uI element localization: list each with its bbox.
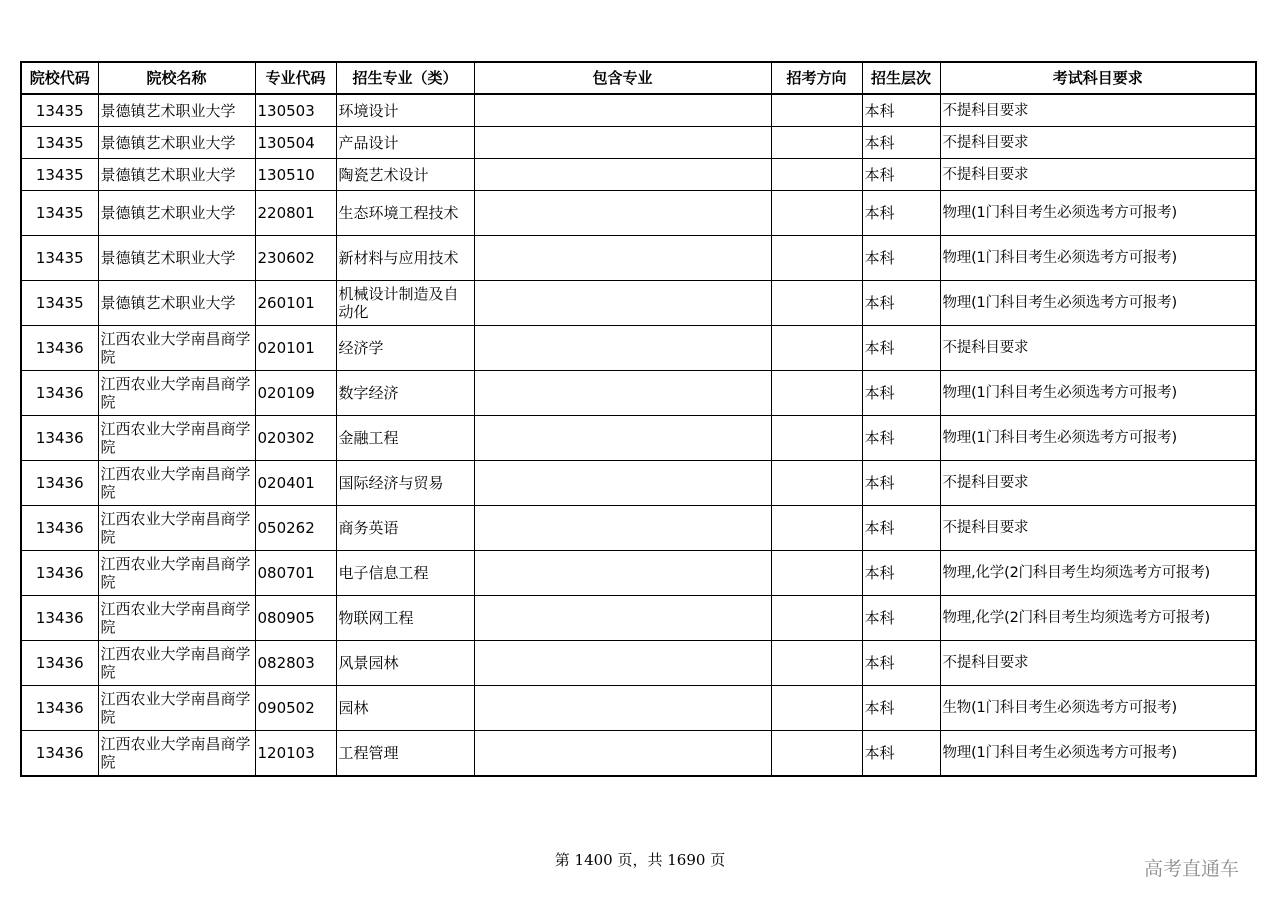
cell-level: 本科: [862, 596, 940, 641]
cell-direction: [771, 641, 862, 686]
table-row: [21, 416, 1256, 461]
header-school-code: 院校代码: [21, 62, 98, 94]
cell-major: 电子信息工程: [336, 551, 474, 596]
cell-included-majors: [474, 326, 771, 371]
cell-school-code: 13435: [21, 281, 98, 326]
cell-school-name: 江西农业大学南昌商学院: [98, 686, 255, 731]
cell-major-code: 090502: [255, 686, 336, 731]
cell-included-majors: [474, 191, 771, 236]
table-row: [21, 236, 1256, 281]
cell-major-code: 080701: [255, 551, 336, 596]
table-row: [21, 596, 1256, 641]
cell-level: 本科: [862, 326, 940, 371]
cell-major: 陶瓷艺术设计: [336, 159, 474, 191]
cell-school-name: 江西农业大学南昌商学院: [98, 326, 255, 371]
header-requirement: 考试科目要求: [940, 62, 1256, 94]
cell-school-name: 江西农业大学南昌商学院: [98, 416, 255, 461]
cell-school-code: 13435: [21, 191, 98, 236]
cell-school-code: 13436: [21, 731, 98, 777]
table-header: [21, 62, 1256, 94]
cell-major: 机械设计制造及自动化: [336, 281, 474, 326]
cell-level: 本科: [862, 191, 940, 236]
cell-major: 数字经济: [336, 371, 474, 416]
cell-direction: [771, 94, 862, 127]
cell-school-code: 13436: [21, 461, 98, 506]
cell-major-code: 130510: [255, 159, 336, 191]
cell-requirement: 生物(1门科目考生必须选考方可报考): [940, 686, 1256, 731]
header-major: 招生专业（类）: [336, 62, 474, 94]
cell-direction: [771, 127, 862, 159]
table-row: [21, 94, 1256, 127]
cell-school-name: 江西农业大学南昌商学院: [98, 551, 255, 596]
cell-requirement: 不提科目要求: [940, 461, 1256, 506]
cell-major-code: 120103: [255, 731, 336, 777]
cell-level: 本科: [862, 416, 940, 461]
cell-requirement: 不提科目要求: [940, 127, 1256, 159]
cell-included-majors: [474, 416, 771, 461]
cell-school-name: 景德镇艺术职业大学: [98, 159, 255, 191]
cell-school-name: 江西农业大学南昌商学院: [98, 731, 255, 777]
cell-school-code: 13436: [21, 686, 98, 731]
cell-requirement: 不提科目要求: [940, 94, 1256, 127]
watermark: 高考直通车: [1144, 858, 1240, 880]
cell-major-code: 130504: [255, 127, 336, 159]
cell-major: 商务英语: [336, 506, 474, 551]
cell-school-name: 景德镇艺术职业大学: [98, 191, 255, 236]
cell-requirement: 不提科目要求: [940, 641, 1256, 686]
cell-level: 本科: [862, 731, 940, 777]
cell-included-majors: [474, 127, 771, 159]
cell-major: 园林: [336, 686, 474, 731]
table-row: [21, 127, 1256, 159]
cell-major: 国际经济与贸易: [336, 461, 474, 506]
header-school-name: 院校名称: [98, 62, 255, 94]
cell-requirement: 不提科目要求: [940, 159, 1256, 191]
cell-major-code: 082803: [255, 641, 336, 686]
cell-included-majors: [474, 596, 771, 641]
cell-direction: [771, 191, 862, 236]
cell-requirement: 物理(1门科目考生必须选考方可报考): [940, 416, 1256, 461]
header-included-majors: 包含专业: [474, 62, 771, 94]
cell-included-majors: [474, 371, 771, 416]
cell-included-majors: [474, 461, 771, 506]
cell-included-majors: [474, 281, 771, 326]
cell-school-name: 江西农业大学南昌商学院: [98, 371, 255, 416]
cell-school-code: 13436: [21, 371, 98, 416]
table-body: [21, 94, 1256, 776]
cell-major-code: 230602: [255, 236, 336, 281]
header-level: 招生层次: [862, 62, 940, 94]
cell-level: 本科: [862, 94, 940, 127]
cell-requirement: 物理,化学(2门科目考生均须选考方可报考): [940, 596, 1256, 641]
cell-major: 环境设计: [336, 94, 474, 127]
table-row: [21, 506, 1256, 551]
cell-requirement: 物理(1门科目考生必须选考方可报考): [940, 236, 1256, 281]
cell-level: 本科: [862, 506, 940, 551]
cell-requirement: 不提科目要求: [940, 506, 1256, 551]
cell-major: 生态环境工程技术: [336, 191, 474, 236]
cell-school-code: 13436: [21, 641, 98, 686]
header-row: [21, 62, 1256, 94]
cell-school-code: 13435: [21, 127, 98, 159]
cell-school-code: 13435: [21, 94, 98, 127]
cell-major-code: 020101: [255, 326, 336, 371]
cell-major: 风景园林: [336, 641, 474, 686]
cell-major: 产品设计: [336, 127, 474, 159]
cell-school-name: 江西农业大学南昌商学院: [98, 461, 255, 506]
cell-level: 本科: [862, 686, 940, 731]
table-row: [21, 371, 1256, 416]
cell-school-name: 景德镇艺术职业大学: [98, 281, 255, 326]
header-direction: 招考方向: [771, 62, 862, 94]
cell-requirement: 物理(1门科目考生必须选考方可报考): [940, 731, 1256, 777]
cell-major: 金融工程: [336, 416, 474, 461]
table-row: [21, 731, 1256, 777]
header-major-code: 专业代码: [255, 62, 336, 94]
cell-school-name: 景德镇艺术职业大学: [98, 127, 255, 159]
admissions-table: [20, 61, 1257, 777]
cell-requirement: 物理(1门科目考生必须选考方可报考): [940, 371, 1256, 416]
cell-major-code: 020109: [255, 371, 336, 416]
cell-school-name: 江西农业大学南昌商学院: [98, 596, 255, 641]
cell-level: 本科: [862, 461, 940, 506]
cell-major-code: 020302: [255, 416, 336, 461]
table-row: [21, 641, 1256, 686]
cell-direction: [771, 416, 862, 461]
cell-major-code: 130503: [255, 94, 336, 127]
cell-included-majors: [474, 551, 771, 596]
table-row: [21, 191, 1256, 236]
cell-school-code: 13436: [21, 596, 98, 641]
cell-school-code: 13435: [21, 159, 98, 191]
cell-level: 本科: [862, 371, 940, 416]
cell-direction: [771, 506, 862, 551]
cell-requirement: 物理(1门科目考生必须选考方可报考): [940, 281, 1256, 326]
cell-direction: [771, 371, 862, 416]
cell-level: 本科: [862, 281, 940, 326]
cell-direction: [771, 159, 862, 191]
cell-major-code: 260101: [255, 281, 336, 326]
cell-level: 本科: [862, 159, 940, 191]
table-row: [21, 159, 1256, 191]
cell-school-name: 江西农业大学南昌商学院: [98, 641, 255, 686]
table-row: [21, 551, 1256, 596]
cell-direction: [771, 551, 862, 596]
table-row: [21, 686, 1256, 731]
cell-level: 本科: [862, 641, 940, 686]
cell-included-majors: [474, 236, 771, 281]
cell-requirement: 物理(1门科目考生必须选考方可报考): [940, 191, 1256, 236]
cell-school-name: 景德镇艺术职业大学: [98, 236, 255, 281]
cell-school-code: 13435: [21, 236, 98, 281]
cell-direction: [771, 596, 862, 641]
cell-level: 本科: [862, 127, 940, 159]
cell-included-majors: [474, 94, 771, 127]
cell-major: 工程管理: [336, 731, 474, 777]
cell-included-majors: [474, 159, 771, 191]
cell-major: 经济学: [336, 326, 474, 371]
table-row: [21, 461, 1256, 506]
cell-requirement: 物理,化学(2门科目考生均须选考方可报考): [940, 551, 1256, 596]
page-number: 第 1400 页，共 1690 页: [554, 851, 726, 869]
cell-direction: [771, 461, 862, 506]
cell-included-majors: [474, 686, 771, 731]
cell-school-code: 13436: [21, 506, 98, 551]
cell-requirement: 不提科目要求: [940, 326, 1256, 371]
table-row: [21, 281, 1256, 326]
cell-direction: [771, 686, 862, 731]
cell-major-code: 020401: [255, 461, 336, 506]
cell-level: 本科: [862, 236, 940, 281]
cell-school-name: 景德镇艺术职业大学: [98, 94, 255, 127]
cell-major: 物联网工程: [336, 596, 474, 641]
cell-direction: [771, 731, 862, 777]
cell-school-code: 13436: [21, 416, 98, 461]
table-row: [21, 326, 1256, 371]
cell-major-code: 080905: [255, 596, 336, 641]
cell-direction: [771, 236, 862, 281]
cell-major-code: 220801: [255, 191, 336, 236]
cell-major: 新材料与应用技术: [336, 236, 474, 281]
cell-level: 本科: [862, 551, 940, 596]
cell-direction: [771, 281, 862, 326]
cell-school-code: 13436: [21, 551, 98, 596]
cell-school-name: 江西农业大学南昌商学院: [98, 506, 255, 551]
cell-direction: [771, 326, 862, 371]
cell-school-code: 13436: [21, 326, 98, 371]
cell-major-code: 050262: [255, 506, 336, 551]
cell-included-majors: [474, 506, 771, 551]
cell-included-majors: [474, 641, 771, 686]
cell-included-majors: [474, 731, 771, 777]
